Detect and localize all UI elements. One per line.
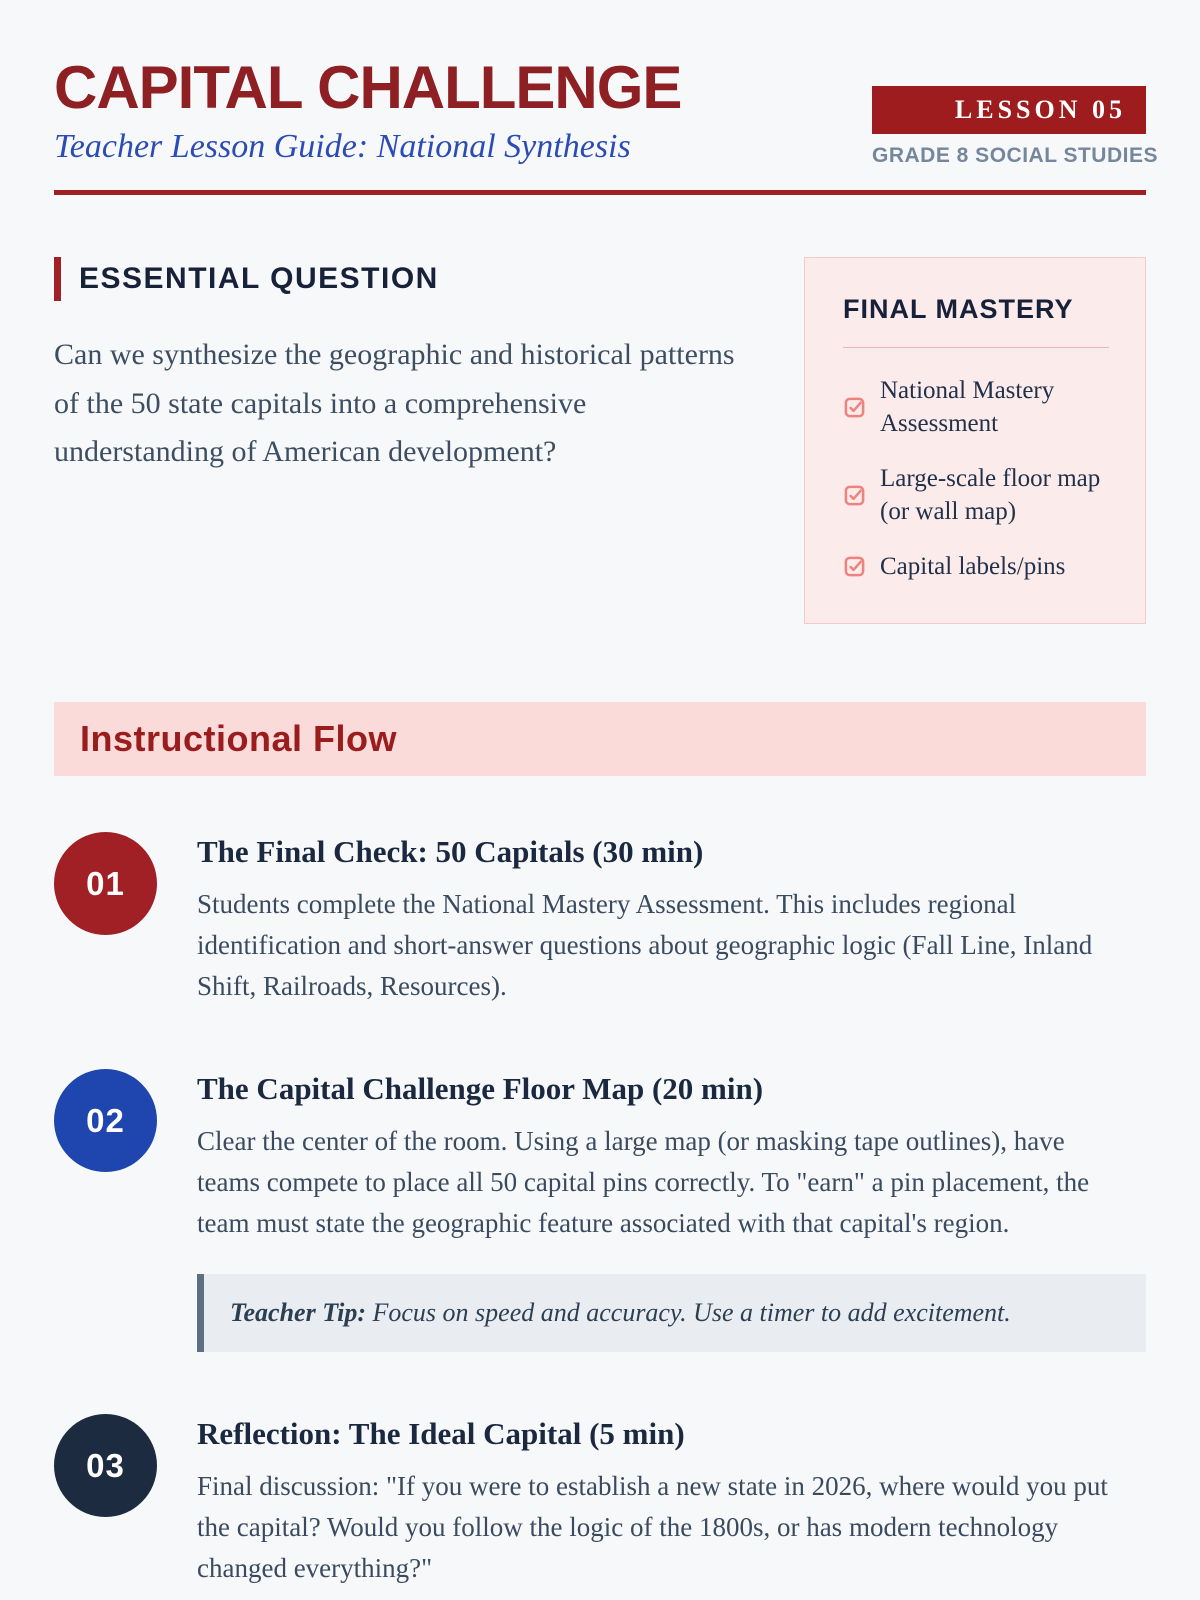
checkbox-checked-icon: [843, 396, 866, 419]
final-mastery-panel: [804, 257, 1146, 624]
page-header: [54, 54, 1158, 168]
list-item: [843, 550, 1109, 583]
step-description: Final discussion: "If you were to establish a new state in 2026, where would you put the capital? Would you follow the logic of the 1800s, or has modern technology changed everything?": [197, 1471, 1108, 1584]
step-3: [54, 1414, 1146, 1589]
page-subtitle: Teacher Lesson Guide: National Synthesis: [54, 128, 631, 165]
essential-question-text: Can we synthesize the geographic and historical patterns of the 50 state capitals into a comprehensive understanding of American development?: [54, 338, 735, 469]
step-title: Reflection: The Ideal Capital (5 min): [197, 1416, 685, 1452]
step-description: Students complete the National Mastery Assessment. This includes regional identification and short-answer questions about geographic logic (Fall Line, Inland Shift, Railroads, Resources).: [197, 889, 1093, 1002]
list-item: [843, 462, 1109, 528]
grade-label: GRADE 8 SOCIAL STUDIES: [872, 144, 1158, 167]
header-meta-block: [872, 86, 1158, 168]
step-1: [54, 832, 1146, 1007]
step-title: The Capital Challenge Floor Map (20 min): [197, 1071, 764, 1107]
header-divider: [54, 190, 1146, 195]
mastery-item-label: Large-scale floor map (or wall map): [880, 465, 1101, 525]
step-title: The Final Check: 50 Capitals (30 min): [197, 834, 704, 869]
final-mastery-divider: [843, 347, 1109, 348]
list-item: [843, 374, 1109, 440]
essential-question-section: [54, 257, 764, 477]
lesson-badge: LESSON 05: [872, 86, 1146, 134]
accent-bar: [54, 257, 61, 301]
mastery-item-label: Capital labels/pins: [880, 553, 1066, 580]
header-title-block: [54, 54, 682, 166]
teacher-tip-callout: [197, 1274, 1146, 1352]
teacher-tip-label: Teacher Tip:: [230, 1298, 366, 1328]
step-number-badge: 03: [54, 1414, 157, 1517]
step-content: [197, 832, 1146, 1007]
instructional-flow-steps: [54, 832, 1146, 1589]
essential-question-heading: ESSENTIAL QUESTION: [79, 262, 439, 295]
essential-question-heading-row: [54, 257, 764, 301]
final-mastery-heading: FINAL MASTERY: [843, 294, 1074, 324]
mastery-item-label: National Mastery Assessment: [880, 377, 1055, 437]
instructional-flow-header-bar: [54, 702, 1146, 776]
step-description: Clear the center of the room. Using a large map (or masking tape outlines), have teams compete to place all 50 capital pins correctly. To "earn" a pin placement, the team must state the geographic feature associated with that capital's region.: [197, 1126, 1090, 1239]
checkbox-checked-icon: [843, 555, 866, 578]
final-mastery-list: [843, 374, 1109, 583]
step-content: [197, 1069, 1146, 1352]
teacher-tip-text: Focus on speed and accuracy. Use a timer to add excitement.: [366, 1298, 1011, 1328]
step-2: [54, 1069, 1146, 1352]
checkbox-checked-icon: [843, 484, 866, 507]
overview-row: [54, 257, 1146, 624]
step-number-badge: 01: [54, 832, 157, 935]
step-content: [197, 1414, 1146, 1589]
step-number-badge: 02: [54, 1069, 157, 1172]
instructional-flow-heading: Instructional Flow: [80, 718, 398, 759]
page-title: CAPITAL CHALLENGE: [54, 54, 682, 121]
